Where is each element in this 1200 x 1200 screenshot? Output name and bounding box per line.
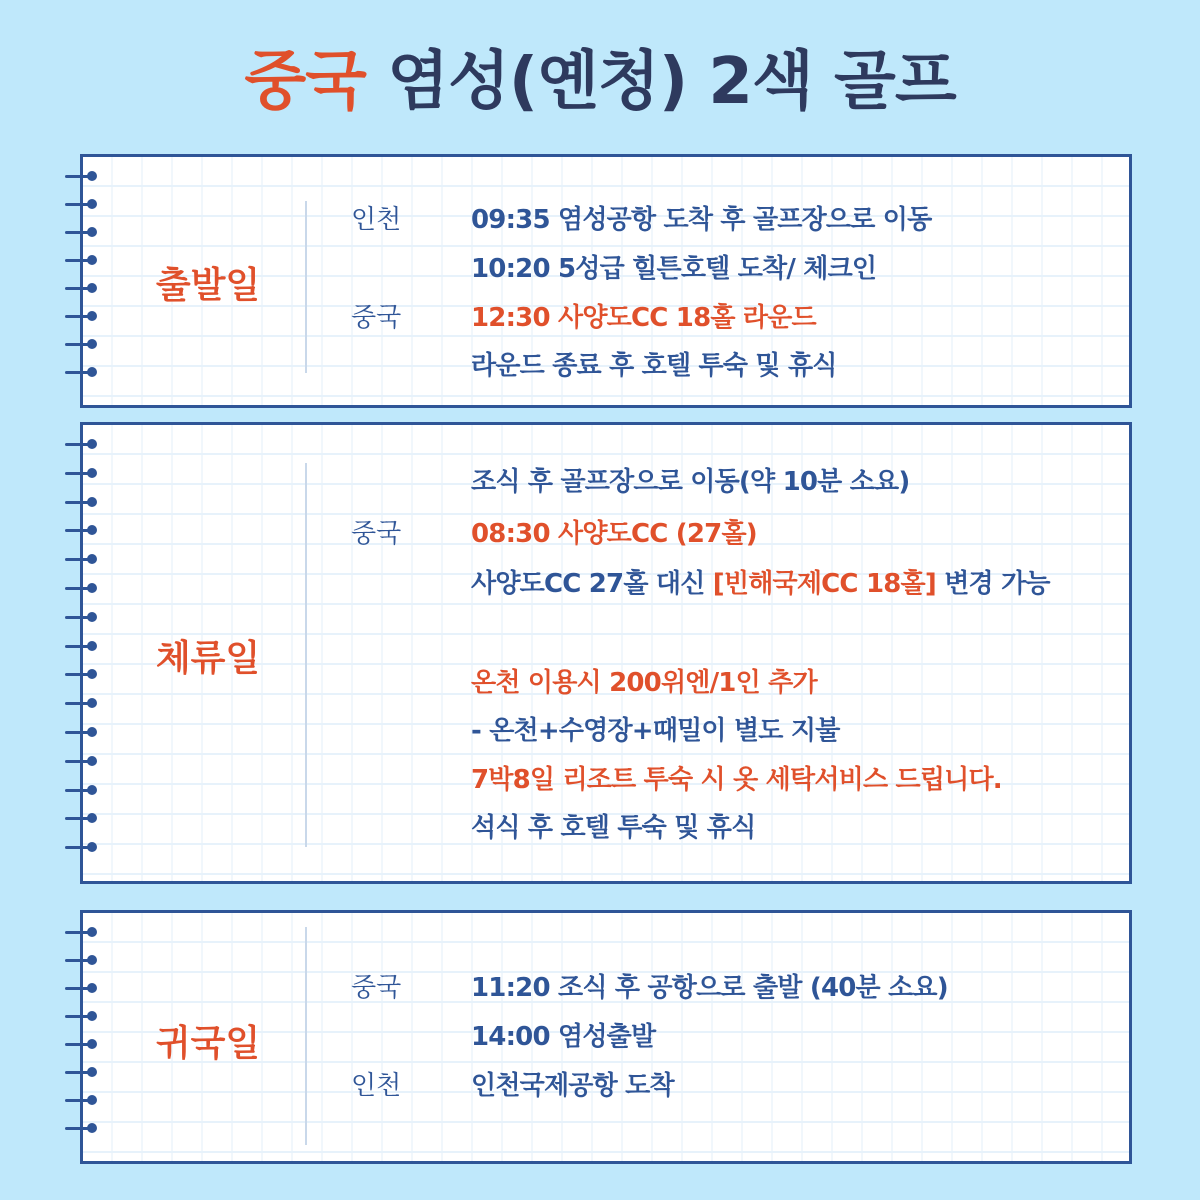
schedule-text: 인천국제공항 도착 (471, 1071, 674, 1101)
page-title (0, 30, 1200, 122)
schedule-row (83, 462, 1129, 502)
schedule-row (83, 346, 1129, 386)
schedule-row (83, 564, 1129, 604)
schedule-row (83, 808, 1129, 848)
schedule-row (83, 1066, 1129, 1106)
schedule-row (83, 663, 1129, 703)
title-accent: 중국 (244, 45, 366, 119)
day-label: 체류일 (155, 638, 261, 679)
schedule-text: 09:35 염성공항 도착 후 골프장으로 이동 (471, 205, 932, 235)
location-label: 중국 (351, 303, 402, 333)
schedule-text: 온천 이용시 200위엔/1인 추가 (471, 668, 817, 698)
schedule-text: 조식 후 골프장으로 이동(약 10분 소요) (471, 467, 910, 497)
day-card-departure (80, 154, 1132, 408)
schedule-text: - 온천+수영장+때밀이 별도 지불 (471, 716, 840, 746)
schedule-text (471, 564, 1050, 604)
schedule-text: 7박8일 리조트 투숙 시 옷 세탁서비스 드립니다. (471, 765, 1002, 795)
schedule-text: 11:20 조식 후 공항으로 출발 (40분 소요) (471, 973, 948, 1003)
schedule-row (83, 298, 1129, 338)
text-part: 사양도CC 27홀 대신 (471, 569, 713, 599)
binding-ring (65, 641, 101, 651)
schedule-row (83, 200, 1129, 240)
location-label: 중국 (351, 973, 402, 1003)
binding-ring (65, 927, 101, 937)
binding-ring (65, 171, 101, 181)
day-label: 귀국일 (155, 1023, 261, 1064)
location-label: 중국 (351, 519, 402, 549)
schedule-row (83, 249, 1129, 289)
binding-ring (65, 554, 101, 564)
title-main: 염성(옌청) 2색 골프 (387, 45, 956, 119)
schedule-text: 석식 후 호텔 투숙 및 휴식 (471, 813, 756, 843)
schedule-text: 12:30 사양도CC 18홀 라운드 (471, 303, 816, 333)
schedule-row (83, 760, 1129, 800)
binding-ring (65, 955, 101, 965)
binding-ring (65, 439, 101, 449)
text-part: 변경 가능 (935, 569, 1050, 599)
location-label: 인천 (351, 1071, 402, 1101)
schedule-text: 08:30 사양도CC (27홀) (471, 519, 757, 549)
location-label: 인천 (351, 205, 402, 235)
day-label: 출발일 (155, 265, 261, 306)
schedule-row (83, 514, 1129, 554)
schedule-text: 10:20 5성급 힐튼호텔 도착/ 체크인 (471, 254, 877, 284)
schedule-text: 14:00 염성출발 (471, 1022, 656, 1052)
schedule-row (83, 711, 1129, 751)
binding-ring (65, 1123, 101, 1133)
highlight-text: [빈해국제CC 18홀] (712, 569, 936, 599)
binding-ring (65, 612, 101, 622)
day-card-stay (80, 422, 1132, 884)
day-card-return (80, 910, 1132, 1164)
schedule-row (83, 968, 1129, 1008)
schedule-row (83, 1017, 1129, 1057)
schedule-text: 라운드 종료 후 호텔 투숙 및 휴식 (471, 351, 837, 381)
